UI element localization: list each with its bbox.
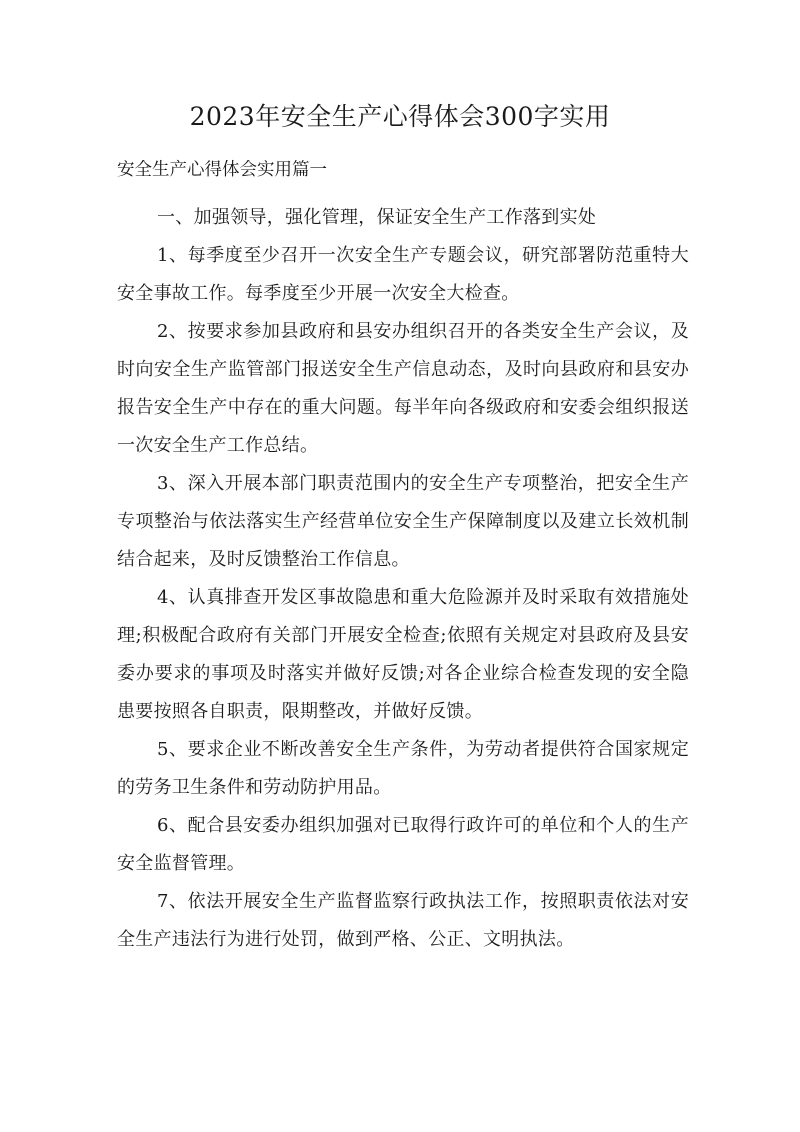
paragraph-item-2: 2、按要求参加县政府和县安办组织召开的各类安全生产会议，及时向安全生产监管部门报送安全生产信息动态，及时向县政府和县安办报告安全生产中存在的重大问题。每半年向各级政府和安委会组织报送一次安全生产工作总结。 — [117, 321, 689, 456]
document-title: 2023年安全生产心得体会300字实用 — [189, 102, 611, 131]
paragraph-item-4: 4、认真排查开发区事故隐患和重大危险源并及时采取有效措施处理;积极配合政府有关部门开展安全检查;依照有关规定对县政府及县安委办要求的事项及时落实并做好反馈;对各企业综合检查发现的安全隐患要按照各自职责，限期整改，并做好反馈。 — [117, 587, 689, 722]
section-subtitle: 安全生产心得体会实用篇一 — [117, 160, 327, 180]
paragraph-item-1: 1、每季度至少召开一次安全生产专题会议，研究部署防范重特大安全事故工作。每季度至少开展一次安全大检查。 — [117, 245, 689, 304]
heading-paragraph: 一、加强领导，强化管理，保证安全生产工作落到实处 — [157, 207, 597, 228]
paragraph-item-3: 3、深入开展本部门职责范围内的安全生产专项整治，把安全生产专项整治与依法落实生产经营单位安全生产保障制度以及建立长效机制结合起来，及时反馈整治工作信息。 — [117, 473, 689, 570]
paragraph-item-7: 7、依法开展安全生产监督监察行政执法工作，按照职责依法对安全生产违法行为进行处罚，做到严格、公正、文明执法。 — [117, 891, 689, 950]
paragraph-item-5: 5、要求企业不断改善安全生产条件，为劳动者提供符合国家规定的劳务卫生条件和劳动防护用品。 — [117, 739, 689, 798]
paragraph-item-6: 6、配合县安委办组织加强对已取得行政许可的单位和个人的生产安全监督管理。 — [117, 815, 689, 874]
document-body — [117, 199, 689, 959]
